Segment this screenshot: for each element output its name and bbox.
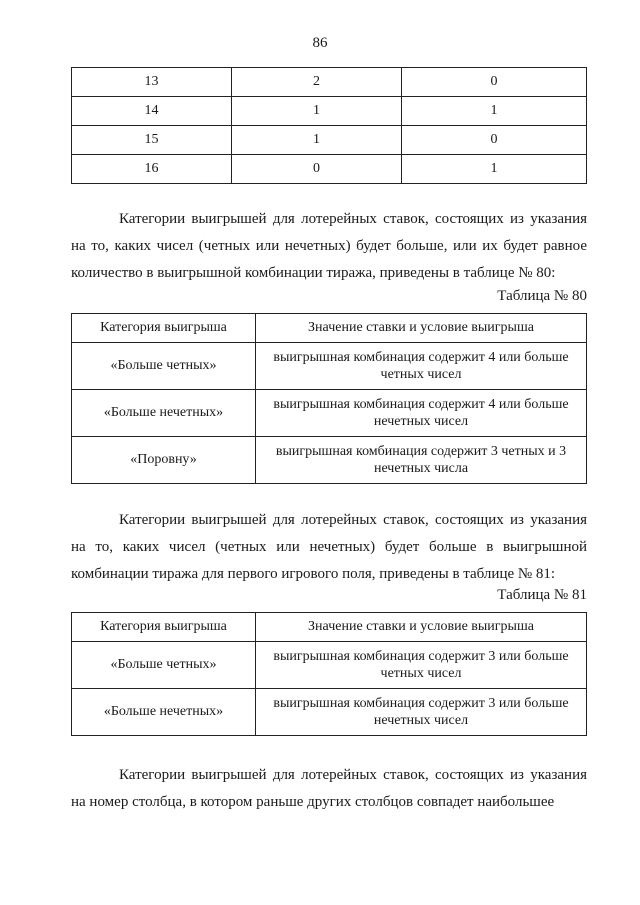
number-table xyxy=(71,67,587,184)
table-row xyxy=(72,68,587,97)
column-header: Категория выигрыша xyxy=(72,314,256,343)
category-cell: «Больше четных» xyxy=(72,343,256,390)
table-cell: 16 xyxy=(72,155,232,184)
category-cell: «Больше нечетных» xyxy=(72,390,256,437)
column-header: Значение ставки и условие выигрыша xyxy=(256,613,587,642)
table-80 xyxy=(71,313,587,484)
condition-cell: выигрышная комбинация содержит 4 или больше четных чисел xyxy=(256,343,587,390)
paragraph: Категории выигрышей для лотерейных ставок, состоящих из указания на то, каких чисел (четных или нечетных) будет больше, или их будет равное количество в выигрышной комбинации тиража, приведены в таблице № 80: xyxy=(71,211,587,281)
table-cell: 1 xyxy=(402,97,587,126)
table-row xyxy=(72,689,587,736)
paragraph: Категории выигрышей для лотерейных ставок, состоящих из указания на то, каких чисел (четных или нечетных) будет больше в выигрышной комбинации тиража для первого игрового поля, приведены в таблице № 81: xyxy=(71,512,587,582)
table-row xyxy=(72,343,587,390)
table-cell: 15 xyxy=(72,126,232,155)
table-cell: 0 xyxy=(232,155,402,184)
table-row xyxy=(72,126,587,155)
column-header: Категория выигрыша xyxy=(72,613,256,642)
table-row xyxy=(72,97,587,126)
table-cell: 1 xyxy=(232,97,402,126)
table-cell: 14 xyxy=(72,97,232,126)
table-row xyxy=(72,642,587,689)
paragraph: Категории выигрышей для лотерейных ставок, состоящих из указания на номер столбца, в котором раньше других столбцов совпадет наибольшее xyxy=(71,767,587,810)
condition-cell: выигрышная комбинация содержит 3 или больше нечетных чисел xyxy=(256,689,587,736)
category-cell: «Больше нечетных» xyxy=(72,689,256,736)
table-caption: Таблица № 80 xyxy=(497,288,587,304)
table-cell: 13 xyxy=(72,68,232,97)
table-cell: 1 xyxy=(402,155,587,184)
table-row xyxy=(72,155,587,184)
table-header-row xyxy=(72,314,587,343)
condition-cell: выигрышная комбинация содержит 4 или больше нечетных чисел xyxy=(256,390,587,437)
table-cell: 2 xyxy=(232,68,402,97)
condition-cell: выигрышная комбинация содержит 3 четных и 3 нечетных числа xyxy=(256,437,587,484)
table-row xyxy=(72,437,587,484)
category-cell: «Больше четных» xyxy=(72,642,256,689)
table-81 xyxy=(71,612,587,736)
table-cell: 0 xyxy=(402,68,587,97)
condition-cell: выигрышная комбинация содержит 3 или больше четных чисел xyxy=(256,642,587,689)
page-number: 86 xyxy=(312,35,328,51)
column-header: Значение ставки и условие выигрыша xyxy=(256,314,587,343)
table-caption: Таблица № 81 xyxy=(497,587,587,603)
table-row xyxy=(72,390,587,437)
table-cell: 1 xyxy=(232,126,402,155)
table-cell: 0 xyxy=(402,126,587,155)
table-header-row xyxy=(72,613,587,642)
category-cell: «Поровну» xyxy=(72,437,256,484)
